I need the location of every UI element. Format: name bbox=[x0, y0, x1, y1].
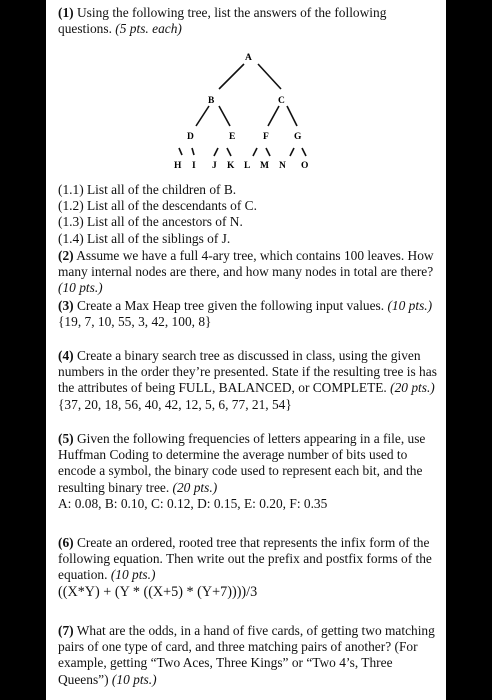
tree-diagram bbox=[46, 0, 446, 180]
question-2-points: (10 pts.) bbox=[58, 280, 103, 296]
edge-a-c bbox=[258, 64, 281, 89]
question-6-text: Create an ordered, rooted tree that represents the infix form of the following equation. Then write out the prefix and postfix forms of the equation. bbox=[58, 535, 432, 583]
question-4-text: Create a binary search tree as discussed in class, using the given numbers in the order they’re presented. State if the resulting tree is has the attributes of being FULL, BALANCED, or COMPLETE. bbox=[58, 348, 437, 396]
edge-f-m bbox=[266, 148, 270, 156]
node-f: F bbox=[263, 132, 269, 142]
node-m: M bbox=[260, 161, 269, 171]
question-6-points: (10 pts.) bbox=[110, 567, 156, 583]
question-5-text: Given the following frequencies of letters appearing in a file, use Huffman Coding to determine the average number of bits used to encode a symbol, the binary code used to represent each bit, and the resulting binary tree. bbox=[58, 431, 426, 495]
node-h: H bbox=[174, 161, 182, 171]
question-2-text: Assume we have a full 4-ary tree, which contains 100 leaves. How many internal nodes are there, and how many nodes in total are there? bbox=[58, 248, 434, 280]
edge-c-f bbox=[268, 106, 279, 126]
node-i: I bbox=[192, 161, 196, 171]
question-6 bbox=[58, 535, 442, 600]
question-5-points: (20 pts.) bbox=[172, 479, 218, 495]
question-6-number: (6) bbox=[58, 535, 74, 550]
question-2-number: (2) bbox=[58, 248, 74, 263]
question-4 bbox=[58, 348, 442, 413]
question-1-item: (1.1) List all of the children of B. bbox=[58, 182, 237, 197]
question-5-values: A: 0.08, B: 0.10, C: 0.12, D: 0.15, E: 0.20, F: 0.35 bbox=[58, 495, 328, 511]
document-page bbox=[46, 0, 446, 700]
question-1-item: (1.3) List all of the ancestors of N. bbox=[58, 214, 243, 230]
question-5 bbox=[58, 431, 442, 512]
question-3-points: (10 pts.) bbox=[387, 298, 433, 313]
question-7 bbox=[58, 623, 442, 688]
edge-g-o bbox=[302, 148, 306, 156]
question-3-number: (3) bbox=[58, 298, 74, 313]
question-1-items bbox=[58, 182, 442, 247]
edge-g-n bbox=[290, 148, 294, 156]
node-b: B bbox=[208, 96, 215, 106]
edge-e-j bbox=[214, 148, 218, 156]
edge-b-e bbox=[219, 106, 230, 126]
question-7-number: (7) bbox=[58, 623, 74, 638]
node-c: C bbox=[278, 96, 285, 106]
node-j: J bbox=[212, 161, 217, 171]
question-6-equation: ((X*Y) + (Y * ((X+5) * (Y+7))))/3 bbox=[58, 583, 258, 600]
question-7-points: (10 pts.) bbox=[111, 671, 157, 687]
edge-e-k bbox=[227, 148, 231, 156]
question-7-text: What are the odds, in a hand of five cards, of getting two matching pairs of one type of card, and three matching pairs of another? (For example, getting “Two Aces, Three Kings” or “Two 4’s, Three Queens”) bbox=[58, 623, 435, 687]
question-4-values: {37, 20, 18, 56, 40, 42, 12, 5, 6, 77, 21, 54} bbox=[58, 396, 292, 412]
edge-c-g bbox=[287, 106, 297, 126]
question-1-text: Using the following tree, list the answers of the following questions. bbox=[58, 5, 387, 37]
question-1-item: (1.4) List all of the siblings of J. bbox=[58, 230, 231, 246]
question-3 bbox=[58, 298, 442, 330]
question-2 bbox=[58, 248, 442, 297]
node-a: A bbox=[245, 53, 252, 63]
question-4-points: (20 pts.) bbox=[390, 380, 435, 396]
edge-f-l bbox=[253, 148, 257, 156]
question-4-number: (4) bbox=[58, 348, 74, 363]
node-o: O bbox=[301, 161, 309, 171]
question-1-points: (5 pts. each) bbox=[115, 21, 182, 37]
node-e: E bbox=[229, 132, 236, 142]
edge-d-h bbox=[179, 148, 182, 155]
question-3-text: Create a Max Heap tree given the following input values. bbox=[73, 298, 388, 313]
node-g: G bbox=[294, 132, 302, 142]
edge-b-d bbox=[196, 106, 209, 126]
node-k: K bbox=[227, 161, 235, 171]
question-1-item: (1.2) List all of the descendants of C. bbox=[58, 198, 257, 214]
node-n: N bbox=[279, 161, 286, 171]
question-1-number: (1) bbox=[58, 5, 74, 20]
edge-a-b bbox=[219, 64, 244, 89]
question-5-number: (5) bbox=[58, 431, 74, 446]
edge-d-i bbox=[192, 148, 194, 155]
tree-edges bbox=[179, 64, 306, 156]
node-l: L bbox=[244, 161, 251, 171]
node-d: D bbox=[187, 132, 194, 142]
question-3-values: {19, 7, 10, 55, 3, 42, 100, 8} bbox=[58, 314, 212, 330]
